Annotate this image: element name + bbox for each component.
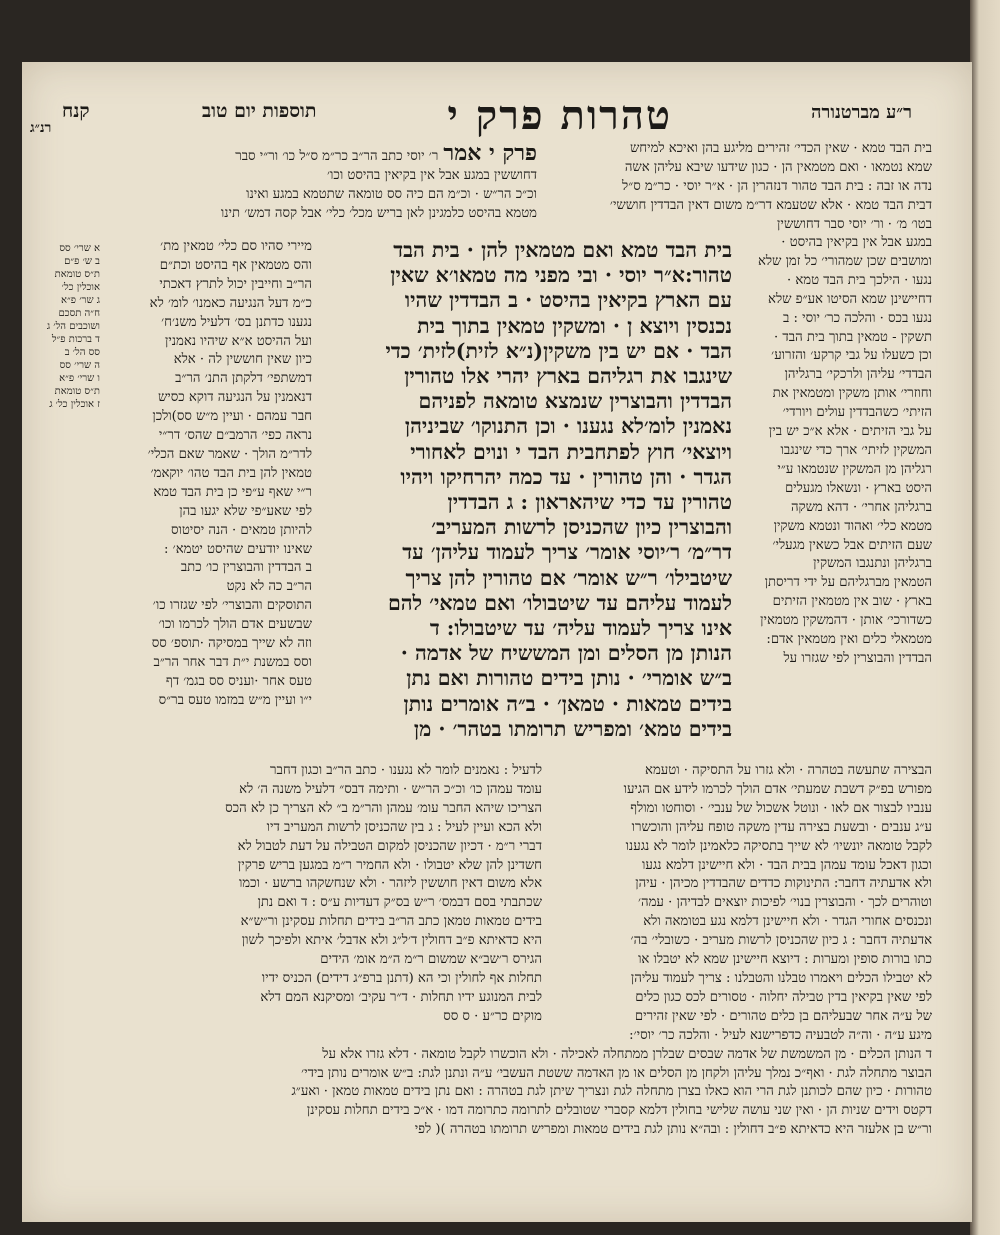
text-line: הבצירה שתעשה בטהרה · ולא גזרו על התסיקה · וטעמא	[645, 763, 932, 778]
tosafot-narrow-column	[117, 238, 312, 711]
text-line: ר״י שאף ע״פי כן בית הבד טמא	[153, 484, 312, 500]
text-line: דבית הבד טמא · אלא שטעמא דר״מ משום דאין הבדדין חוששי׳	[609, 197, 932, 213]
mishnah-line: הנותן מן הסלים ומן המששיח של אדמה ·	[400, 641, 732, 666]
text-line: דברי ר״מ · דכיון שהכניסן למקום הטבילה על דעת לטבול לא	[237, 838, 542, 854]
mishnah-line: והבוצרין כיון שהכניסן לרשות המעריב׳	[431, 515, 732, 540]
header-tractate-chapter: טהרות פרק י	[447, 92, 672, 139]
text-line: אדעתיה דחבר : ג כיון שהכניסן לרשות מעריב · כשובלי׳ בה׳	[630, 933, 932, 949]
margin-note: ת״ס טומאת	[54, 386, 100, 397]
text-line: ומושבים שכן שמהורי׳ כל זמן שלא	[757, 253, 932, 269]
text-line: שמא נטמאו · ואם מטמאין הן · כגון שידעו שיבא עליהן אשה	[624, 159, 932, 175]
text-line: ד הנותן הכלים · מן המשמשת של אדמה שבסים שבלרן ממתחלה לאכילה · ולא הוכשרו לקבל טומאה · דלא גזרו אלא על	[322, 1046, 932, 1062]
text-line: שבשעים אדם הולך לכרמו וכו׳	[158, 617, 312, 633]
text-line: לפי שאע״פי שלא יגעו בהן	[179, 503, 312, 519]
header-tosafot: תוספות יום טוב	[202, 100, 317, 122]
text-line: וכ״כ הר״ש · וכ״מ הם כיה סס טומאה שתטמא במגע ואינו	[246, 186, 537, 202]
mishnah-line: הגדר · והן טהורין · עד כמה יהרחיקו ויהיו	[400, 464, 732, 489]
text-line: לפי שאין בקיאין בדין טבילה יחלוה · טסורים לכס כגון כלים	[635, 989, 932, 1005]
text-line: נגענו כדתנן בס׳ דלעיל משנ׳ח׳	[161, 314, 312, 330]
signature-mark: רנ״ג	[30, 120, 52, 136]
mishnah-line: לעמוד עליהם עד שיטבולו׳ ואם טמאי׳ להם	[387, 590, 732, 615]
mishnah-line: טהור:א״ר יוסי · ובי מפני מה טמאו׳א שאין	[390, 263, 732, 288]
mishnah-line: בידים טמאות · טמאן׳ · ב״ה אומרים נותן	[403, 691, 732, 716]
mishnah-line: הבדדין והבוצרין שנמצא טומאה לפניהם	[418, 389, 732, 414]
mishnah-line: טהורין עד כדי שיהאראון : ג הבדדין	[447, 490, 732, 515]
chapter-heading: פרק י אמר	[443, 140, 537, 166]
text-line: טהורות · כיון שהם לכותנן לגת הרי הוא כאלו בצרן מתחלה לגת ונצריך שיתן לגת בטהרה : ואם נתן בידים טמאות טמאן · ואע״ג	[291, 1084, 932, 1099]
text-line: הגירס ר׳שב״א שמשום ר״מ ה״מ אומ׳ הידים	[320, 952, 542, 968]
text-line: לא יטבילו הכלים ויאמרו טבלנו והטבלנו : צריך לעמוד עליהן	[630, 970, 932, 986]
margin-note: א שרי׳ סס	[59, 243, 100, 254]
text-line: אלא משום דאין חוששין ליזהר · ולא שנחשקהו ברשע · וכמו	[238, 876, 542, 892]
text-line: דנאמנין על הנגיעה דוקא כסיש	[157, 390, 312, 406]
margin-note: ה שרי׳ סס	[59, 360, 100, 371]
text-line: חבר עמהם · ועיין מ״ש סס)ולכן	[152, 409, 312, 425]
text-line: בידים טמאות טמאן כתב הר״ב בידים תחלות עסקינן ור״ש״א	[240, 914, 542, 930]
text-line: הבוצר מתחלה לגת · ואף״כ נמלך עליהן ולקחן מן הסלים או מן האדמה ששטת העשבי׳ ע״ה ונתנן לגת: ב״ש אומרים נותן בידי׳	[301, 1065, 932, 1081]
text-line: נגעו בכס · והלכה כר׳ יוסי : ב	[782, 310, 932, 326]
text-line: דקטס וידים שניות הן · ואין שני עושה שלישי בחולין דלמא קסברי שטובלים לתרומה כתרומה דמו · א״כ בידים תחלות עסקינן	[306, 1102, 932, 1118]
bartenura-footer-wide	[82, 1083, 932, 1140]
text-line: על גבי הזיתים · אלא א״כ יש בין	[768, 424, 932, 440]
text-line: במגע אבל אין בקיאין בהיסט ·	[781, 235, 932, 250]
mishnah-line: שינגבו את רגליהם בארץ יהרי אלו טהורין	[404, 364, 732, 389]
text-line: י״ו ועיין מ״ש במזמו טעס בר״ס	[158, 692, 312, 708]
text-line: כשדורכי׳ אותן · דהמשקין מטמאין	[760, 613, 932, 629]
margin-note: ו שרי׳ פ״א	[59, 373, 100, 384]
margin-note: ד ברכות פ״ל	[51, 334, 100, 345]
text-line: דחוששין במגע אבל אין בקיאין בהיסט וכו׳	[326, 167, 537, 183]
text-line: הטמאין מברגליהם על ידי דריסתן	[764, 575, 932, 591]
text-line: מטמאלי כלים ואין מטמאין אדם:	[766, 632, 932, 648]
text-line: הזיתי׳ כשהבדדין עולים ויורדי׳	[782, 405, 932, 421]
tosafot-intro: ר׳ יוסי כתב הר״ב כר״מ ס״ל כו׳ ור״י סבר	[235, 149, 439, 164]
text-line: של ע״ה אחר שבעליהם בן כלים טהורים · לפי שאין זהירים	[634, 1008, 932, 1024]
text-line: מטמא כלי׳ ואהוד ונטמא משקין	[773, 518, 932, 534]
text-line: מיגע ע״ה · וה״ה לטבעיה כדפרישנא לעיל · והלכה כר׳ יוסי׳:	[629, 1027, 932, 1043]
text-line: שכתבתי בסם דבמס׳ ר״ש בס״ק דעדיות ע״ס : ד ואם נתן	[257, 895, 542, 911]
mishnah-line: בית הבד טמא ואם מטמאין להן · בית הבד	[393, 238, 732, 262]
margin-note: ז אוכלין כל׳ ג	[49, 399, 100, 410]
text-line: וסס במשנת י״ת דבר אחר הר״ב	[153, 654, 312, 670]
text-line: מיירי סהיו סם כלי׳ טמאין מת׳	[160, 239, 312, 254]
text-line: וזה לא שייך במסיקה ·תוספ׳ סס	[151, 636, 312, 652]
mishnah-line: בידים טמא׳ ומפריש תרומתו בטהר׳ · מן	[413, 716, 732, 741]
text-line: לבית המנוגע ידיו תחלות · ד״ר עקיב׳ ומסיקנא המם דלא	[260, 989, 542, 1005]
text-line: וטוהרים לכך · והבוצרין בנוי׳ לפיכות יוצאים לבדיהן · עמה׳	[637, 895, 932, 911]
text-line: כתו בורות סופין ומערות : דיוצא חיישינן שמא לא יטבלו או	[638, 952, 932, 968]
text-line: לקבל טומאה יונשיו׳ לא שייך בתסיקה כלאמינן לומר לא נגענו	[625, 838, 932, 854]
mishnah-line: דר״מ׳ ר׳יוסי אומר׳ צריך לעמוד עליהן׳ עד	[402, 540, 732, 565]
text-line: הר״ב וחייבין יכול לתרץ דאכתי	[159, 276, 312, 292]
text-line: וכן כשעלו על גבי קרקע׳ והזרוע׳	[771, 348, 932, 364]
header-bartenura: ר״ע מברטנורה	[811, 102, 912, 123]
mishnah-line: הבד · אם יש בין משקין(נ״א לזית)לזית׳ כדי	[385, 338, 732, 363]
text-line: דמשתפי׳ דלקתן התנ׳ הר״ב	[175, 371, 312, 387]
mishnah-line: נאמנין לומ׳לא נגענו · וכן התנוקו׳ שביניהן	[404, 414, 732, 439]
text-line: ולא אדעתיה דחבר: התינוקות כדדים שהבדדין מכיהן · עיהן	[635, 876, 932, 892]
text-line: עומד עמהן כו׳ וכ״כ הר״ש · ותימה דבס״ דלעיל משנה ה׳ לא	[239, 781, 542, 797]
text-line: היסט בארץ · ונשאלו מגעלים	[784, 480, 932, 496]
margin-notes	[30, 242, 100, 411]
text-line: כ״מ דעל הנגיעה כאמנו׳ לומ׳ לא	[149, 295, 312, 311]
text-line: רגליהן מן המשקין שנטמאו ע״י	[777, 461, 932, 477]
text-line: המשקין לזיתי׳ ארך כדי שינגבו	[780, 442, 932, 458]
text-line: ונכנסים אחורי הגדר · ולא חיישינן דלמא נגע בטומאה ולא	[643, 914, 932, 930]
mishnah-line: אינו צריך לעמוד עליה׳ עד שיטבולו: ד	[429, 616, 732, 641]
text-line: טעס אחר ·ועניס סס בגמ׳ דף	[165, 673, 312, 689]
text-line: מטמא בהיסט כלמגינן לאן בריש מכל׳ כלי׳ אבל קסה דמש׳ תינו	[220, 205, 537, 221]
text-line: ענביו לבצור אם לאו · ונוטל אשכול של ענבי׳ · וסוחטו ומולף	[630, 800, 932, 816]
book-page	[22, 62, 972, 1222]
text-line: תחלות אף לחולין וכי הא (דתנן ברפ״ג דידים) הכניס ידיו	[261, 970, 542, 986]
text-line: ברגליהן אחרי׳ · דהא משקה	[790, 499, 932, 515]
bartenura-column-narrow	[742, 234, 932, 669]
text-line: נראה כפי׳ הרמב״ם שהס׳ דר״י	[158, 428, 312, 444]
margin-note: סס הל׳ ב	[64, 347, 100, 358]
header-folio-number: קנח	[62, 100, 90, 122]
text-line: בארץ · שוב אין מטמאין הזיתים	[772, 594, 932, 610]
text-line: חשדינן להן שלא יטבולו · ולא החמיר ר״מ במגען בריש פרקין	[237, 857, 542, 873]
text-line: שאינו יודעים שהיסט יטמא׳ :	[164, 541, 312, 557]
text-line: הבדדין והבוצרין לפי שגזרו על	[783, 650, 932, 666]
text-line: טמאין להן בית הבד טהו׳ יוקאמ׳	[150, 465, 312, 481]
text-line: לדעיל : נאמנים לומר לא נגענו · כתב הר״ב וכגון דחבר	[270, 763, 542, 778]
text-line: התוסקים והבוצרי׳ לפי שגזרו כו׳	[152, 598, 312, 614]
text-line: היא כדאיתא פ״ב דחולין ד׳ל״ג ולא אדבל׳ איתא ולפיכך לשון	[241, 933, 542, 949]
text-line: שעם הזיתים אבל כשאין מגעלי׳	[772, 537, 932, 553]
margin-note: אוכלין כל׳	[61, 282, 100, 293]
text-line: והס מטמאין אף בהיסט וכת״ם	[159, 257, 312, 273]
text-line: ברגליהן ונתנגבו המשקין	[813, 556, 932, 572]
text-line: ולא הכא ועיין לעיל : ג בין שהכניסן לרשות המעריב דיו	[266, 819, 542, 835]
text-line: הבדדי׳ עליהן ולרכקי׳ ברגליהן	[784, 367, 932, 383]
text-line: ב הבדדין והבוצרין כו׳ כתב	[180, 560, 312, 576]
adjacent-page-edge	[970, 0, 1000, 1235]
margin-note: ג שר׳ פ״א	[61, 295, 100, 306]
text-line: מפורש בפ״ק דשבת שמעתי׳ אדם הולך לכרמו לידע אם הגיעו	[623, 781, 932, 797]
mishnah-line: עם הארץ בקיאין בהיסט · ב הבדדין שהיו	[404, 288, 732, 313]
text-line: ע״ג ענבים · ובשעת בצירה עדין משקה טופח עליהן והוכשרו	[631, 819, 932, 835]
text-line: וחוזרי׳ אותן משקין ומטמאין את	[772, 386, 932, 402]
text-line: להיותן טמאים · הנה יסיטוס	[170, 522, 312, 538]
tosafot-bottom-block	[122, 762, 542, 1027]
bartenura-column	[572, 140, 932, 235]
text-line: ור״ש בן אלעזר היא כדאיתא פ״ב דחולין : ובה״א נותן לגת בידים טמאות ומפריש תרומתו בטהרה )( לפי	[414, 1121, 932, 1137]
text-line: נדה או זבה : בית הבד טהור דנזהרין הן · א״ר יוסי · כר״מ ס״ל	[622, 178, 932, 194]
mishnah-line: נכנסין ויוצא ן · ומשקין טמאין בתוך בית	[417, 313, 732, 338]
text-line: נגעו · הילכך בית הבד טמא ·	[787, 272, 932, 288]
text-line: דחיישינן שמא הסיטו אע״פ שלא	[768, 291, 932, 307]
text-line: ועל ההיסט א״א שיהיו נאמנין	[164, 333, 312, 349]
text-line: מוקים כר״ע · ס סס	[443, 1008, 542, 1024]
margin-note: ושוכבים הל׳ ג	[46, 321, 100, 332]
text-line: כיון שאין חוששין לה · אלא	[173, 352, 312, 368]
mishnah-line: ויוצאי׳ חוץ לפתחבית הבד י ונוים לאחורי	[410, 439, 732, 464]
text-line: בית הבד טמא · שאין הכדי׳ זהירים מליגע בהן ואיכא למיחש	[629, 141, 932, 156]
text-line: הר״ב כה לא נקט	[226, 579, 312, 595]
text-line: בטו׳ מ׳ · ור׳ יוסי סבר דחוששין	[777, 216, 932, 232]
mishnah-text	[322, 238, 732, 742]
margin-note: ח״ה תסכם	[58, 308, 100, 319]
text-line: וכגון דאכל עומד עמהן בבית הבד · ולא חיישינן דלמא נגעו	[642, 857, 932, 873]
tosafot-top-block	[117, 140, 537, 224]
text-line: לדר״מ הולך · שאמר שאם הכלי׳	[147, 446, 312, 462]
margin-note: ת״ס טומאת	[54, 269, 100, 280]
mishnah-line: ב״ש אומרי׳ · נותן בידים טהורות ואם נתן	[406, 666, 732, 691]
margin-note: ב ש׳ פ״ם	[64, 256, 100, 267]
mishnah-line: שיטבילו׳ ר״ש אומר׳ אם טהורין להן צריך	[405, 565, 732, 590]
text-line: תשקין - טמאין בתוך בית הבד ·	[774, 329, 932, 345]
running-header	[62, 92, 912, 142]
text-line: הצריכו שיהא החבר עומ׳ עמהן והר״מ ב״ לא הצריך כן לא הכס	[225, 800, 542, 816]
